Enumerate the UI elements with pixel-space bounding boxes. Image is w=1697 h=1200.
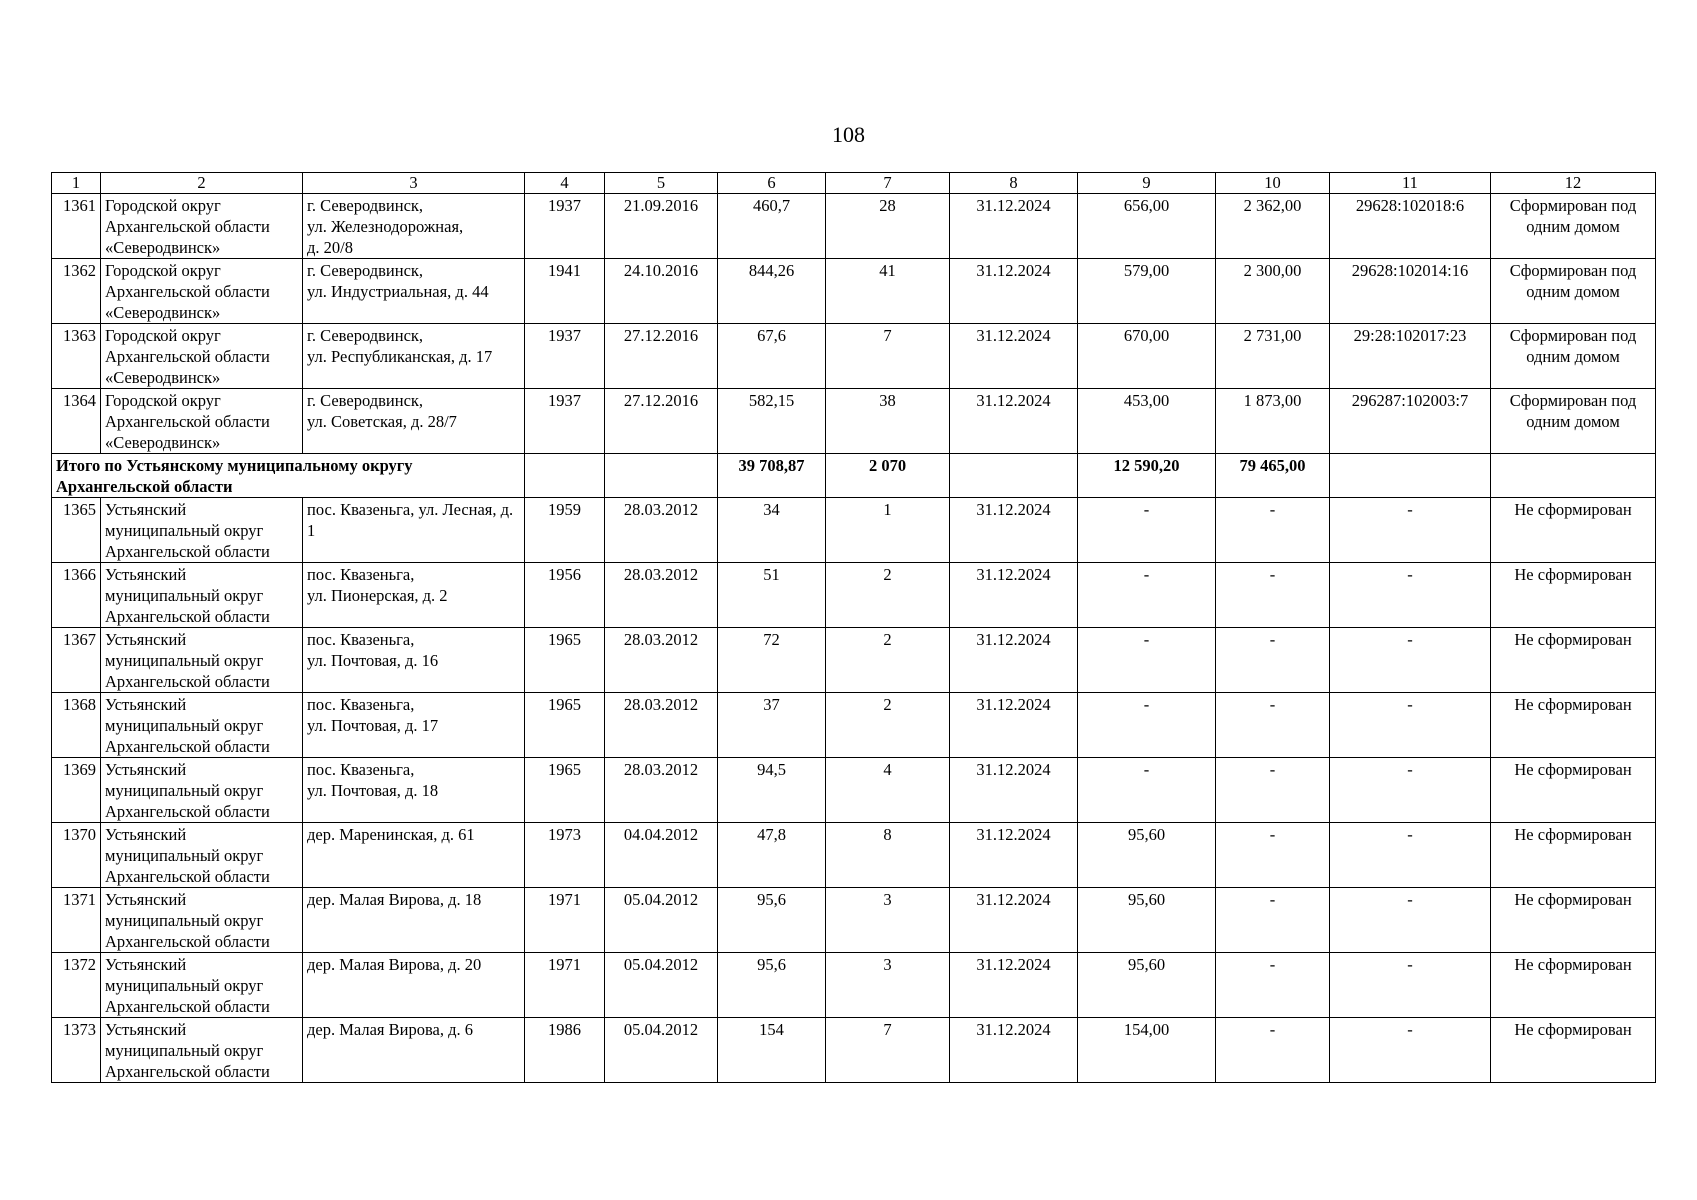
planned-date: 31.12.2024	[950, 693, 1078, 758]
year-built: 1965	[525, 628, 605, 693]
year-built: 1986	[525, 1018, 605, 1083]
year-built: 1937	[525, 324, 605, 389]
area: 460,7	[718, 194, 826, 259]
column-9-value: -	[1078, 758, 1216, 823]
column-9-value: 656,00	[1078, 194, 1216, 259]
year-built: 1971	[525, 953, 605, 1018]
cadastral-number: -	[1330, 1018, 1491, 1083]
column-9-value: 154,00	[1078, 1018, 1216, 1083]
planned-date: 31.12.2024	[950, 1018, 1078, 1083]
column-10-value: -	[1216, 888, 1330, 953]
column-number: 3	[303, 173, 525, 194]
column-9-value: 95,60	[1078, 953, 1216, 1018]
page-number: 108	[832, 122, 865, 147]
planned-date: 31.12.2024	[950, 324, 1078, 389]
cadastral-number: -	[1330, 498, 1491, 563]
column-number: 1	[52, 173, 101, 194]
column-number: 2	[101, 173, 303, 194]
table-row	[52, 498, 1656, 563]
recognition-date: 05.04.2012	[605, 953, 718, 1018]
address	[303, 953, 525, 1018]
area: 582,15	[718, 389, 826, 454]
empty-cell	[1491, 454, 1656, 498]
table-row	[52, 823, 1656, 888]
residents-count: 4	[826, 758, 950, 823]
planned-date: 31.12.2024	[950, 953, 1078, 1018]
area: 67,6	[718, 324, 826, 389]
recognition-date: 05.04.2012	[605, 888, 718, 953]
column-10-value: -	[1216, 758, 1330, 823]
cadastral-number: -	[1330, 693, 1491, 758]
table-body	[52, 173, 1656, 1083]
area: 94,5	[718, 758, 826, 823]
cadastral-number: 29:28:102017:23	[1330, 324, 1491, 389]
recognition-date: 28.03.2012	[605, 693, 718, 758]
table-row	[52, 693, 1656, 758]
column-number: 11	[1330, 173, 1491, 194]
column-number: 7	[826, 173, 950, 194]
planned-date: 31.12.2024	[950, 823, 1078, 888]
total-column-10: 79 465,00	[1216, 454, 1330, 498]
row-number: 1370	[52, 823, 101, 888]
table-row	[52, 389, 1656, 454]
year-built: 1956	[525, 563, 605, 628]
address	[303, 823, 525, 888]
recognition-date: 27.12.2016	[605, 324, 718, 389]
land-status: Не сформирован	[1491, 628, 1656, 693]
area: 34	[718, 498, 826, 563]
cadastral-number: -	[1330, 888, 1491, 953]
column-9-value: -	[1078, 628, 1216, 693]
residents-count: 38	[826, 389, 950, 454]
municipality: Устьянский муниципальный округ Архангельской области	[101, 888, 303, 953]
area: 72	[718, 628, 826, 693]
municipality: Городской округ Архангельской области «Северодвинск»	[101, 324, 303, 389]
year-built: 1973	[525, 823, 605, 888]
recognition-date: 21.09.2016	[605, 194, 718, 259]
planned-date: 31.12.2024	[950, 498, 1078, 563]
address	[303, 194, 525, 259]
area: 95,6	[718, 888, 826, 953]
column-9-value: 95,60	[1078, 823, 1216, 888]
total-area: 39 708,87	[718, 454, 826, 498]
address-line: дер. Малая Вирова, д. 6	[307, 1020, 474, 1039]
cadastral-number: -	[1330, 563, 1491, 628]
row-number: 1372	[52, 953, 101, 1018]
recognition-date: 28.03.2012	[605, 563, 718, 628]
address	[303, 628, 525, 693]
municipality: Устьянский муниципальный округ Архангельской области	[101, 953, 303, 1018]
area: 844,26	[718, 259, 826, 324]
column-10-value: -	[1216, 1018, 1330, 1083]
row-number: 1364	[52, 389, 101, 454]
address-line: пос. Квазеньга,	[307, 695, 415, 714]
planned-date: 31.12.2024	[950, 888, 1078, 953]
residents-count: 3	[826, 888, 950, 953]
column-10-value: -	[1216, 693, 1330, 758]
municipality: Устьянский муниципальный округ Архангельской области	[101, 823, 303, 888]
table-row	[52, 758, 1656, 823]
cadastral-number: -	[1330, 823, 1491, 888]
recognition-date: 28.03.2012	[605, 628, 718, 693]
address	[303, 259, 525, 324]
column-9-value: -	[1078, 498, 1216, 563]
table-row	[52, 563, 1656, 628]
municipality: Городской округ Архангельской области «Северодвинск»	[101, 259, 303, 324]
column-10-value: -	[1216, 563, 1330, 628]
row-number: 1368	[52, 693, 101, 758]
municipality: Устьянский муниципальный округ Архангельской области	[101, 563, 303, 628]
row-number: 1361	[52, 194, 101, 259]
cadastral-number: -	[1330, 953, 1491, 1018]
table-row	[52, 888, 1656, 953]
column-number: 9	[1078, 173, 1216, 194]
address-line: пос. Квазеньга,	[307, 760, 415, 779]
total-label: Итого по Устьянскому муниципальному округу Архангельской области	[52, 454, 525, 498]
cadastral-number: -	[1330, 628, 1491, 693]
address-line: г. Северодвинск,	[307, 326, 424, 345]
column-9-value: 95,60	[1078, 888, 1216, 953]
address-line: ул. Пионерская, д. 2	[307, 586, 448, 605]
column-number-row	[52, 173, 1656, 194]
year-built: 1959	[525, 498, 605, 563]
residents-count: 41	[826, 259, 950, 324]
address-line: г. Северодвинск,	[307, 391, 424, 410]
cadastral-number: -	[1330, 758, 1491, 823]
residents-count: 7	[826, 1018, 950, 1083]
address	[303, 1018, 525, 1083]
recognition-date: 28.03.2012	[605, 498, 718, 563]
land-status: Не сформирован	[1491, 888, 1656, 953]
residents-count: 8	[826, 823, 950, 888]
residents-count: 2	[826, 563, 950, 628]
address-line: дер. Малая Вирова, д. 18	[307, 890, 482, 909]
address-line: пос. Квазеньга,	[307, 565, 415, 584]
municipality: Устьянский муниципальный округ Архангельской области	[101, 628, 303, 693]
municipality: Городской округ Архангельской области «Северодвинск»	[101, 194, 303, 259]
column-10-value: 2 362,00	[1216, 194, 1330, 259]
area: 47,8	[718, 823, 826, 888]
address-line: пос. Квазеньга,	[307, 630, 415, 649]
column-10-value: 2 300,00	[1216, 259, 1330, 324]
address	[303, 324, 525, 389]
column-9-value: -	[1078, 693, 1216, 758]
address	[303, 389, 525, 454]
land-status: Не сформирован	[1491, 693, 1656, 758]
land-status: Не сформирован	[1491, 758, 1656, 823]
recognition-date: 05.04.2012	[605, 1018, 718, 1083]
address-line: д. 20/8	[307, 238, 353, 257]
land-status: Не сформирован	[1491, 823, 1656, 888]
column-10-value: 1 873,00	[1216, 389, 1330, 454]
cadastral-number: 29628:102014:16	[1330, 259, 1491, 324]
address-line: ул. Индустриальная, д. 44	[307, 282, 489, 301]
table-row	[52, 628, 1656, 693]
land-status: Не сформирован	[1491, 953, 1656, 1018]
recognition-date: 28.03.2012	[605, 758, 718, 823]
row-number: 1369	[52, 758, 101, 823]
address-line: ул. Почтовая, д. 16	[307, 651, 439, 670]
planned-date: 31.12.2024	[950, 758, 1078, 823]
planned-date: 31.12.2024	[950, 259, 1078, 324]
residents-count: 7	[826, 324, 950, 389]
residents-count: 2	[826, 628, 950, 693]
total-row	[52, 454, 1656, 498]
empty-cell	[525, 454, 605, 498]
area: 37	[718, 693, 826, 758]
column-9-value: 579,00	[1078, 259, 1216, 324]
year-built: 1941	[525, 259, 605, 324]
row-number: 1365	[52, 498, 101, 563]
residents-count: 2	[826, 693, 950, 758]
area: 95,6	[718, 953, 826, 1018]
column-number: 5	[605, 173, 718, 194]
planned-date: 31.12.2024	[950, 389, 1078, 454]
total-residents: 2 070	[826, 454, 950, 498]
year-built: 1965	[525, 693, 605, 758]
address-line: г. Северодвинск,	[307, 196, 424, 215]
municipality: Устьянский муниципальный округ Архангельской области	[101, 693, 303, 758]
housing-register-table	[51, 172, 1656, 1083]
column-10-value: 2 731,00	[1216, 324, 1330, 389]
column-number: 10	[1216, 173, 1330, 194]
year-built: 1965	[525, 758, 605, 823]
address-line: дер. Малая Вирова, д. 20	[307, 955, 482, 974]
area: 51	[718, 563, 826, 628]
table-row	[52, 953, 1656, 1018]
municipality: Устьянский муниципальный округ Архангельской области	[101, 1018, 303, 1083]
year-built: 1937	[525, 194, 605, 259]
address-line: дер. Маренинская, д. 61	[307, 825, 475, 844]
address	[303, 498, 525, 563]
row-number: 1362	[52, 259, 101, 324]
year-built: 1971	[525, 888, 605, 953]
address-line: ул. Железнодорожная,	[307, 217, 464, 236]
land-status: Сформирован под одним домом	[1491, 259, 1656, 324]
column-9-value: 670,00	[1078, 324, 1216, 389]
column-10-value: -	[1216, 498, 1330, 563]
address-line: ул. Советская, д. 28/7	[307, 412, 457, 431]
land-status: Не сформирован	[1491, 1018, 1656, 1083]
cadastral-number: 296287:102003:7	[1330, 389, 1491, 454]
municipality: Городской округ Архангельской области «Северодвинск»	[101, 389, 303, 454]
recognition-date: 24.10.2016	[605, 259, 718, 324]
land-status: Не сформирован	[1491, 563, 1656, 628]
column-9-value: -	[1078, 563, 1216, 628]
column-number: 6	[718, 173, 826, 194]
column-9-value: 453,00	[1078, 389, 1216, 454]
row-number: 1363	[52, 324, 101, 389]
address-line: пос. Квазеньга, ул. Лесная, д. 1	[307, 500, 514, 540]
total-column-9: 12 590,20	[1078, 454, 1216, 498]
land-status: Сформирован под одним домом	[1491, 324, 1656, 389]
row-number: 1367	[52, 628, 101, 693]
column-10-value: -	[1216, 628, 1330, 693]
row-number: 1373	[52, 1018, 101, 1083]
column-10-value: -	[1216, 953, 1330, 1018]
empty-cell	[1330, 454, 1491, 498]
address-line: ул. Почтовая, д. 18	[307, 781, 439, 800]
land-status: Не сформирован	[1491, 498, 1656, 563]
residents-count: 28	[826, 194, 950, 259]
address-line: г. Северодвинск,	[307, 261, 424, 280]
column-number: 8	[950, 173, 1078, 194]
planned-date: 31.12.2024	[950, 628, 1078, 693]
area: 154	[718, 1018, 826, 1083]
table-row	[52, 1018, 1656, 1083]
table-row	[52, 324, 1656, 389]
address	[303, 758, 525, 823]
land-status: Сформирован под одним домом	[1491, 389, 1656, 454]
row-number: 1371	[52, 888, 101, 953]
recognition-date: 04.04.2012	[605, 823, 718, 888]
address	[303, 888, 525, 953]
cadastral-number: 29628:102018:6	[1330, 194, 1491, 259]
year-built: 1937	[525, 389, 605, 454]
municipality: Устьянский муниципальный округ Архангельской области	[101, 498, 303, 563]
empty-cell	[605, 454, 718, 498]
residents-count: 1	[826, 498, 950, 563]
table-row	[52, 194, 1656, 259]
address	[303, 563, 525, 628]
address	[303, 693, 525, 758]
planned-date: 31.12.2024	[950, 194, 1078, 259]
column-number: 4	[525, 173, 605, 194]
recognition-date: 27.12.2016	[605, 389, 718, 454]
empty-cell	[950, 454, 1078, 498]
planned-date: 31.12.2024	[950, 563, 1078, 628]
table-row	[52, 259, 1656, 324]
land-status: Сформирован под одним домом	[1491, 194, 1656, 259]
column-10-value: -	[1216, 823, 1330, 888]
municipality: Устьянский муниципальный округ Архангельской области	[101, 758, 303, 823]
column-number: 12	[1491, 173, 1656, 194]
residents-count: 3	[826, 953, 950, 1018]
address-line: ул. Почтовая, д. 17	[307, 716, 439, 735]
address-line: ул. Республиканская, д. 17	[307, 347, 493, 366]
row-number: 1366	[52, 563, 101, 628]
